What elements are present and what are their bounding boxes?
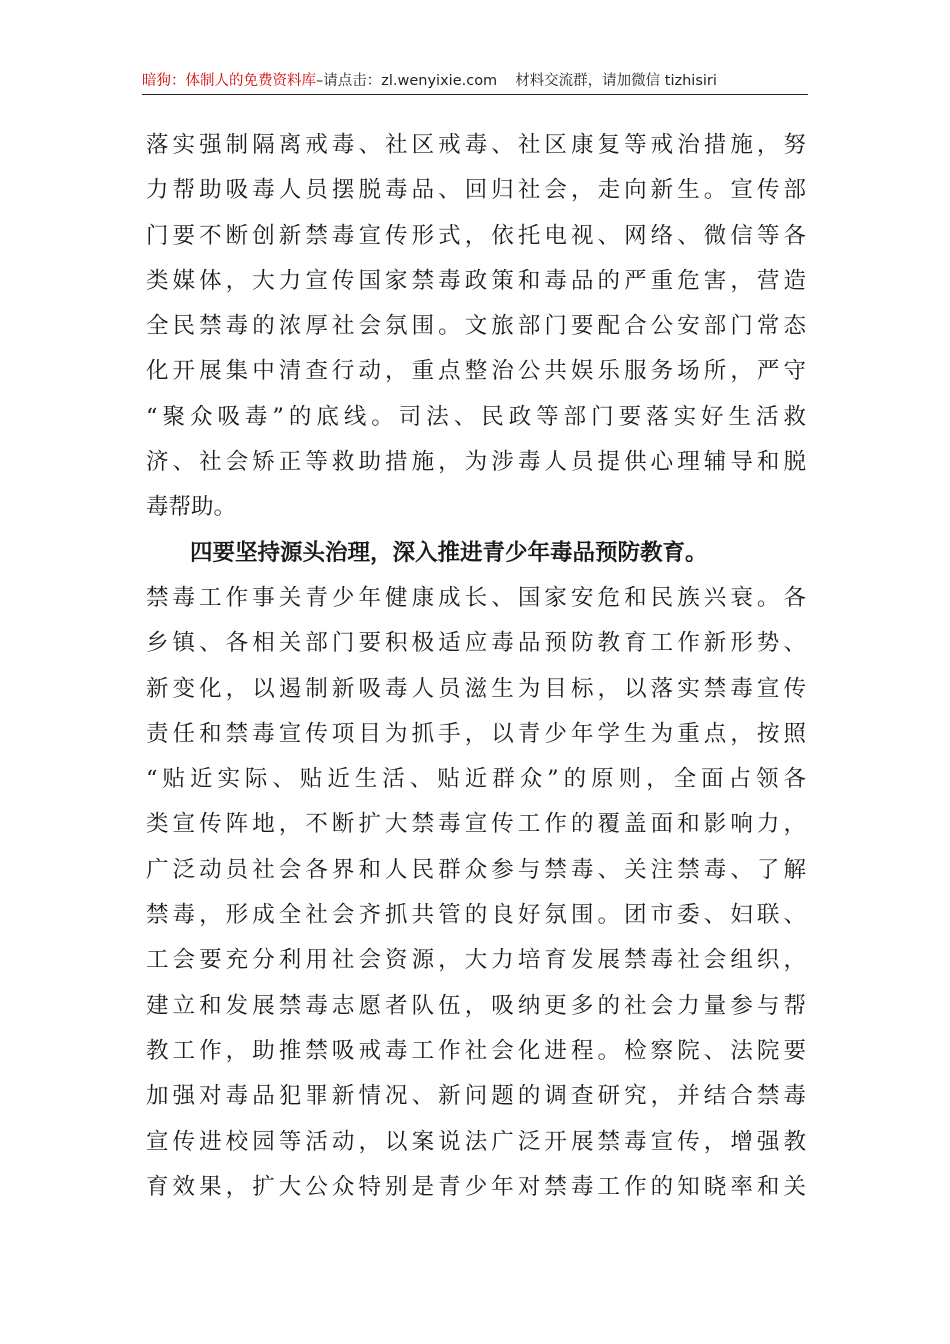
text-line: 工会要充分利用社会资源，大力培育发展禁毒社会组织，: [146, 947, 806, 974]
text-line: 落实强制隔离戒毒、社区戒毒、社区康复等戒治措施，努: [146, 132, 806, 158]
text-line: 毒帮助。: [146, 494, 237, 521]
text-line: 类媒体，大力宣传国家禁毒政策和毒品的严重危害，营造: [146, 267, 806, 294]
site-name: 暗狗：体制人的免费资料库: [142, 73, 316, 89]
text-line: “聚众吸毒”的底线。司法、民政等部门要落实好生活救: [146, 403, 806, 430]
text-line: “贴近实际、贴近生活、贴近群众”的原则，全面占领各: [146, 766, 806, 793]
text-line: 加强对毒品犯罪新情况、新问题的调查研究，并结合禁毒: [146, 1083, 806, 1110]
wechat-note: 材料交流群，请加微信 tizhisiri: [515, 73, 717, 89]
text-line: 类宣传阵地，不断扩大禁毒宣传工作的覆盖面和影响力，: [146, 811, 806, 838]
text-line: 广泛动员社会各界和人民群众参与禁毒、关注禁毒、了解: [146, 856, 806, 883]
section-heading: 四要坚持源头治理，深入推进青少年毒品预防教育。: [190, 539, 708, 566]
text-line: 门要不断创新禁毒宣传形式，依托电视、网络、微信等各: [146, 222, 806, 249]
text-line: 乡镇、各相关部门要积极适应毒品预防教育工作新形势、: [146, 630, 806, 657]
text-line: 教工作，助推禁吸戒毒工作社会化进程。检察院、法院要: [146, 1037, 806, 1064]
text-line: 宣传进校园等活动，以案说法广泛开展禁毒宣传，增强教: [146, 1128, 806, 1155]
text-line: 责任和禁毒宣传项目为抓手，以青少年学生为重点，按照: [146, 720, 806, 747]
text-line: 禁毒，形成全社会齐抓共管的良好氛围。团市委、妇联、: [146, 902, 806, 929]
text-line: 力帮助吸毒人员摆脱毒品、回归社会，走向新生。宣传部: [146, 177, 806, 204]
text-line: 全民禁毒的浓厚社会氛围。文旅部门要配合公安部门常态: [146, 313, 806, 340]
text-line: 育效果，扩大公众特别是青少年对禁毒工作的知晓率和关: [146, 1173, 806, 1200]
text-line: 建立和发展禁毒志愿者队伍，吸纳更多的社会力量参与帮: [146, 992, 806, 1019]
site-url-link[interactable]: zl.wenyixie.com: [381, 73, 498, 89]
text-line: 化开展集中清查行动，重点整治公共娱乐服务场所，严守: [146, 358, 806, 385]
page-header: [142, 68, 808, 95]
document-body: [146, 123, 806, 1210]
text-line: 新变化，以遏制新吸毒人员滋生为目标，以落实禁毒宣传: [146, 675, 806, 702]
click-prompt: –请点击：: [316, 73, 382, 89]
text-line: 禁毒工作事关青少年健康成长、国家安危和民族兴衰。各: [146, 584, 806, 611]
text-line: 济、社会矫正等救助措施，为涉毒人员提供心理辅导和脱: [146, 449, 806, 476]
